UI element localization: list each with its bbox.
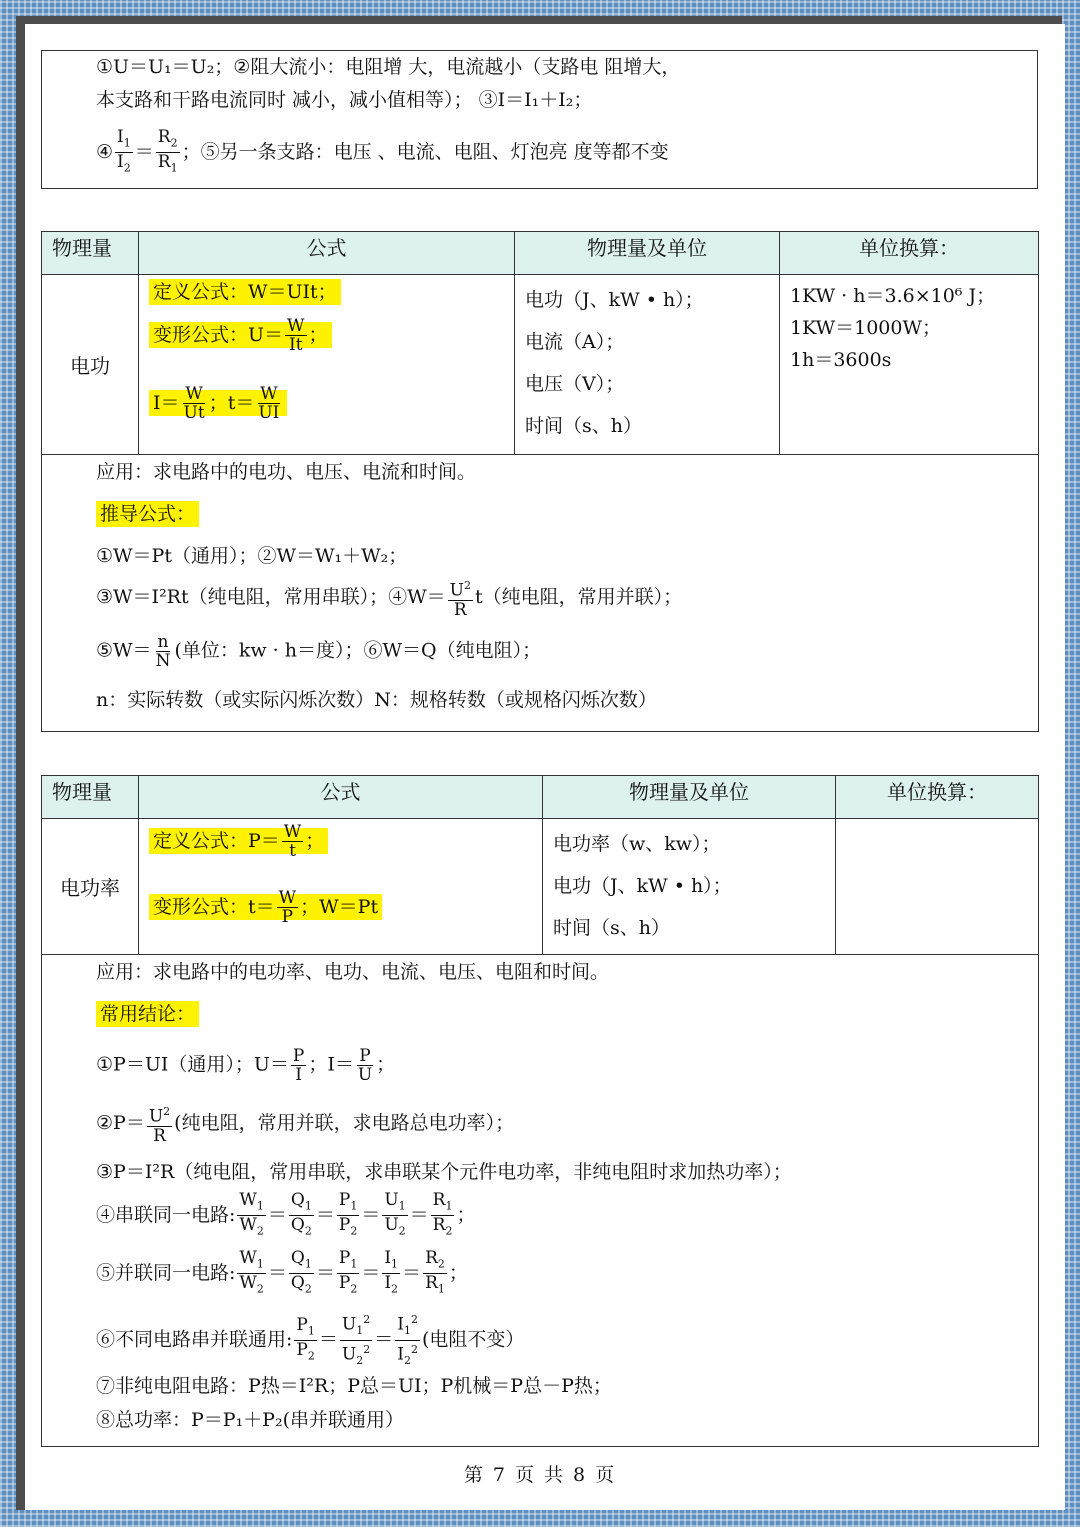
unit-line: 电流（A）； bbox=[525, 331, 625, 353]
unit-line: 时间（s、h） bbox=[525, 415, 642, 437]
conclusion-1: ①P＝UI（通用）；U＝ $\frac{P}{I}$ ；I＝ $\frac{P}{U}$ ； bbox=[96, 1046, 396, 1085]
unit-line: 时间（s、h） bbox=[553, 917, 670, 939]
application-cell bbox=[42, 455, 1039, 732]
conclusion-7: ⑦非纯电阻电路：P热＝I²R；P总＝UI；P机械＝P总－P热； bbox=[96, 1375, 612, 1397]
conclusion-title: 常用结论： bbox=[96, 1001, 199, 1027]
conclusion-8: ⑧总功率：P＝P₁＋P₂(串并联通用） bbox=[96, 1409, 404, 1431]
units-cell bbox=[543, 819, 836, 955]
conversion-line: 1KW · h＝3.6×10⁶ J； bbox=[790, 285, 996, 307]
top-line-1: ①U＝U₁＝U₂；②阻大流小：电阻增 大，电流越小（支路电 阻增大， bbox=[96, 56, 681, 78]
conclusion-5: ⑤并联同一电路: $\frac{W_1}{W_2}$ ＝ $\frac{Q_1}{Q_2}$ ＝ $\frac{P_1}{P_2}$ ＝ $\frac{I_1}{I_2}$ ＝ $\frac{R_2}{R_1}$ ； bbox=[96, 1248, 468, 1296]
header-units: 物理量及单位 bbox=[543, 776, 836, 819]
unit-line: 电功（J、kW • h）； bbox=[553, 875, 732, 897]
formula-cell bbox=[139, 275, 515, 455]
top-line-2: 本支路和干路电流同时 减小，减小值相等）； ③I＝I₁＋I₂； bbox=[96, 89, 593, 111]
conversion-cell bbox=[780, 275, 1039, 455]
derived-note: n：实际转数（或实际闪烁次数）N：规格转数（或规格闪烁次数） bbox=[96, 689, 657, 711]
units-cell bbox=[515, 275, 780, 455]
conclusion-3: ③P＝I²R（纯电阻，常用串联，求串联某个元件电功率，非纯电阻时求加热功率）； bbox=[96, 1161, 792, 1183]
header-quantity: 物理量 bbox=[42, 232, 139, 275]
page-number: 第 7 页 共 8 页 bbox=[463, 1464, 617, 1486]
header-formula: 公式 bbox=[139, 776, 543, 819]
quantity-electric-work: 电功 bbox=[42, 275, 139, 455]
variant-formula-2: I＝ $\frac{W}{Ut}$ ；t＝ $\frac{W}{UI}$ bbox=[149, 390, 287, 416]
header-conversion: 单位换算： bbox=[836, 776, 1039, 819]
quantity-electric-power: 电功率 bbox=[42, 819, 139, 955]
top-line-3: ④ $\frac{I_1}{I_2}$ ＝ $\frac{R_2}{R_1}$ ；⑤另一条支路：电压 、电流、电阻、灯泡亮 度等都不变 bbox=[96, 128, 669, 178]
header-formula: 公式 bbox=[139, 232, 515, 275]
header-units: 物理量及单位 bbox=[515, 232, 780, 275]
unit-line: 电压（V）； bbox=[525, 373, 625, 395]
header-quantity: 物理量 bbox=[42, 776, 139, 819]
definition-formula: 定义公式：W＝UIt； bbox=[149, 279, 341, 305]
conclusion-4: ④串联同一电路: $\frac{W_1}{W_2}$ ＝ $\frac{Q_1}{Q_2}$ ＝ $\frac{P_1}{P_2}$ ＝ $\frac{U_1}{U_2}$ ＝ $\frac{R_1}{R_2}$ ； bbox=[96, 1190, 476, 1238]
table-electric-work bbox=[41, 231, 1039, 732]
application-text: 应用：求电路中的电功、电压、电流和时间。 bbox=[96, 461, 477, 483]
application-text: 应用：求电路中的电功率、电功、电流、电压、电阻和时间。 bbox=[96, 961, 610, 983]
conversion-line: 1h＝3600s bbox=[790, 349, 892, 371]
conversion-cell bbox=[836, 819, 1039, 955]
conclusion-2: ②P＝ $\frac{U^2}{R}$ (纯电阻，常用并联，求电路总电功率）； bbox=[96, 1105, 515, 1146]
unit-line: 电功率（w、kw）； bbox=[553, 833, 721, 855]
table-electric-power bbox=[41, 775, 1039, 1447]
application-cell bbox=[42, 955, 1039, 1447]
conversion-line: 1KW＝1000W； bbox=[790, 317, 942, 339]
formula-cell bbox=[139, 819, 543, 955]
unit-line: 电功（J、kW • h）； bbox=[525, 289, 704, 311]
header-conversion: 单位换算： bbox=[780, 232, 1039, 275]
variant-formula: 变形公式：U＝ $\frac{W}{It}$ ； bbox=[149, 322, 332, 348]
derived-formula-3: ③W＝I²Rt（纯电阻，常用串联）；④W＝ $\frac{U^2}{R}$ t（纯电阻，常用并联）； bbox=[96, 579, 683, 620]
variant-formula: 变形公式：t＝ $\frac{W}{P}$ ；W＝Pt bbox=[149, 894, 382, 920]
derived-title: 推导公式： bbox=[96, 501, 199, 527]
derived-formula-5: ⑤W＝ $\frac{n}{N}$ (单位：kw · h＝度）；⑥W＝Q（纯电阻）； bbox=[96, 632, 542, 671]
definition-formula: 定义公式：P＝ $\frac{W}{t}$ ； bbox=[149, 828, 328, 854]
ratio-r2-r1: $\frac{R_2}{R_1}$ bbox=[157, 127, 178, 175]
derived-formula-1: ①W＝Pt（通用）；②W＝W₁＋W₂； bbox=[96, 545, 408, 567]
conclusion-6: ⑥不同电路串并联通用: $\frac{P_1}{P_2}$ ＝ $\frac{U_1^2}{U_2^2}$ ＝ $\frac{I_1^2}{I_2^2}$ (电阻不变） bbox=[96, 1313, 525, 1368]
ratio-i1-i2: $\frac{I_1}{I_2}$ bbox=[117, 127, 131, 175]
